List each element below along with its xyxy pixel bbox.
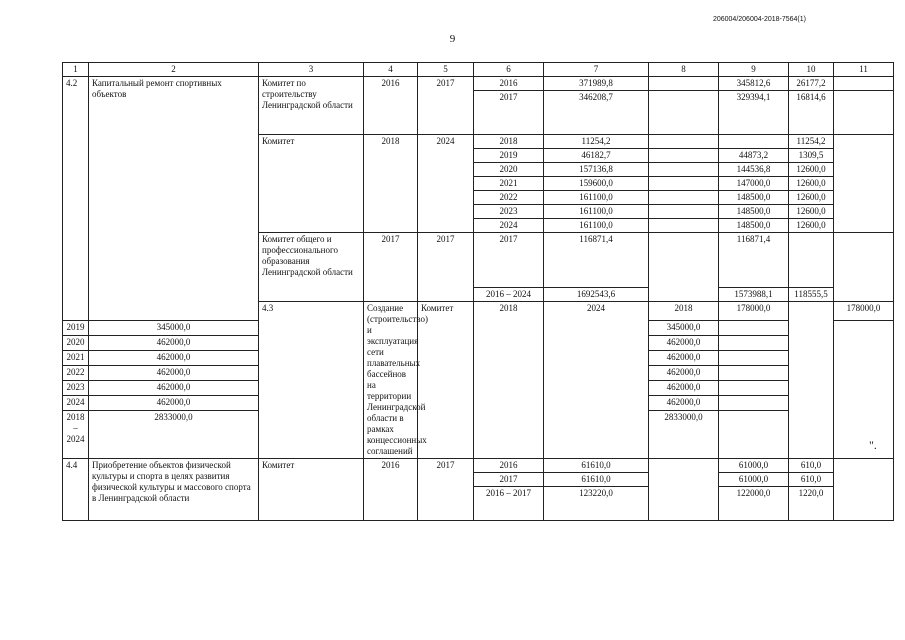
year-cell: 2019 <box>474 149 544 163</box>
total-cell: 161100,0 <box>544 219 649 233</box>
col10-cell: 12600,0 <box>789 177 834 191</box>
start-year: 2018 <box>364 135 418 233</box>
total-cell: 371989,8 <box>544 77 649 91</box>
end-year: 2024 <box>418 135 474 233</box>
col8-cell <box>649 91 719 135</box>
header-cell: 8 <box>649 63 719 77</box>
col8-cell <box>649 163 719 177</box>
header-cell: 9 <box>719 63 789 77</box>
col10-cell: 11254,2 <box>789 135 834 149</box>
total-cell: 462000,0 <box>89 335 259 350</box>
total-cell: 61610,0 <box>544 459 649 473</box>
year-cell: 2021 <box>63 350 89 365</box>
executor: Комитет <box>418 302 474 459</box>
year-cell: 2021 <box>474 177 544 191</box>
col9-cell: 462000,0 <box>649 335 719 350</box>
header-cell: 4 <box>364 63 418 77</box>
year-cell: 2022 <box>63 365 89 380</box>
col10-cell <box>719 350 789 365</box>
col9-cell: 462000,0 <box>649 380 719 395</box>
col9-cell: 148500,0 <box>719 191 789 205</box>
col9-cell: 44873,2 <box>719 149 789 163</box>
total-cell: 2833000,0 <box>89 410 259 458</box>
col8-cell <box>789 302 834 459</box>
col10-cell: 26177,2 <box>789 77 834 91</box>
start-year: 2016 <box>364 459 418 521</box>
year-cell: 2017 <box>474 473 544 487</box>
period-cell: 2016 – 2017 <box>474 487 544 521</box>
item-number: 4.2 <box>63 77 89 321</box>
col10-cell <box>719 365 789 380</box>
year-cell: 2023 <box>63 380 89 395</box>
start-year: 2018 <box>474 302 544 459</box>
year-cell: 2017 <box>474 91 544 135</box>
total-cell: 462000,0 <box>89 380 259 395</box>
year-cell: 2024 <box>63 395 89 410</box>
col9-cell: 2833000,0 <box>649 410 719 458</box>
total-cell: 345000,0 <box>89 320 259 335</box>
year-cell: 2020 <box>63 335 89 350</box>
col9-cell: 462000,0 <box>649 350 719 365</box>
item-name: Капитальный ремонт спортивных объектов <box>89 77 259 321</box>
year-cell: 2024 <box>474 219 544 233</box>
col9-cell <box>719 135 789 149</box>
document-id: 206004/206004-2018-7564(1) <box>712 16 806 23</box>
col10-cell: 610,0 <box>789 473 834 487</box>
total-cell: 346208,7 <box>544 91 649 135</box>
col10-cell <box>719 380 789 395</box>
header-cell: 3 <box>259 63 364 77</box>
col9-cell: 345812,6 <box>719 77 789 91</box>
col9-cell: 148500,0 <box>719 205 789 219</box>
col11-cell <box>834 233 894 302</box>
year-cell: 2018 <box>649 302 719 321</box>
col8-cell <box>649 459 719 521</box>
col9-cell: 462000,0 <box>649 365 719 380</box>
col9-cell: 178000,0 <box>834 302 894 321</box>
end-year: 2017 <box>418 77 474 135</box>
col8-cell <box>649 205 719 219</box>
end-year: 2017 <box>418 233 474 302</box>
item-number: 4.3 <box>259 302 364 459</box>
col9-cell: 122000,0 <box>719 487 789 521</box>
year-cell: 2020 <box>474 163 544 177</box>
header-cell: 1 <box>63 63 89 77</box>
year-cell: 2017 <box>474 233 544 288</box>
col8-cell <box>649 177 719 191</box>
col9-cell: 1573988,1 <box>719 288 789 302</box>
total-cell: 462000,0 <box>89 365 259 380</box>
col10-cell <box>719 410 789 458</box>
col9-cell: 147000,0 <box>719 177 789 191</box>
year-cell: 2016 <box>474 459 544 473</box>
col8-cell <box>649 191 719 205</box>
header-cell: 2 <box>89 63 259 77</box>
header-row <box>63 63 894 77</box>
total-cell: 161100,0 <box>544 191 649 205</box>
end-year: 2024 <box>544 302 649 459</box>
period-cell: 2018 – 2024 <box>63 410 89 458</box>
item-name: Приобретение объектов физической культуры и спорта в целях развития физической культуры и массового спорта в Ленинградской области <box>89 459 259 521</box>
total-cell: 1692543,6 <box>544 288 649 302</box>
col10-cell: 12600,0 <box>789 191 834 205</box>
total-cell: 462000,0 <box>89 395 259 410</box>
header-cell: 6 <box>474 63 544 77</box>
item-name: Создание (строительство) и эксплуатация сети плавательных бассейнов на территории Ленинградской области в рамках концессионных соглашений <box>364 302 418 459</box>
total-cell: 123220,0 <box>544 487 649 521</box>
total-cell: 178000,0 <box>719 302 789 321</box>
executor: Комитет <box>259 135 364 233</box>
col9-cell: 144536,8 <box>719 163 789 177</box>
col9-cell: 462000,0 <box>649 395 719 410</box>
year-cell: 2016 <box>474 77 544 91</box>
col10-cell: 118555,5 <box>789 288 834 302</box>
col10-cell: 12600,0 <box>789 205 834 219</box>
col9-cell: 116871,4 <box>719 233 789 288</box>
col10-cell: 12600,0 <box>789 163 834 177</box>
start-year: 2017 <box>364 233 418 302</box>
col8-cell <box>649 135 719 149</box>
header-cell: 5 <box>418 63 474 77</box>
page-number: 9 <box>449 33 456 45</box>
total-cell: 11254,2 <box>544 135 649 149</box>
year-cell: 2022 <box>474 191 544 205</box>
col10-cell <box>719 395 789 410</box>
end-year: 2017 <box>418 459 474 521</box>
closing-quote: ". <box>869 438 877 452</box>
col8-cell <box>649 233 719 302</box>
table-row <box>63 459 894 473</box>
header-cell: 10 <box>789 63 834 77</box>
col10-cell: 1220,0 <box>789 487 834 521</box>
col10-cell: 12600,0 <box>789 219 834 233</box>
col8-cell <box>649 219 719 233</box>
col9-cell: 345000,0 <box>649 320 719 335</box>
col10-cell <box>789 233 834 288</box>
total-cell: 46182,7 <box>544 149 649 163</box>
total-cell: 159600,0 <box>544 177 649 191</box>
executor: Комитет <box>259 459 364 521</box>
start-year: 2016 <box>364 77 418 135</box>
col9-cell: 61000,0 <box>719 473 789 487</box>
header-cell: 11 <box>834 63 894 77</box>
total-cell: 61610,0 <box>544 473 649 487</box>
total-cell: 116871,4 <box>544 233 649 288</box>
year-cell: 2019 <box>63 320 89 335</box>
year-cell: 2018 <box>474 135 544 149</box>
item-number: 4.4 <box>63 459 89 521</box>
year-cell: 2023 <box>474 205 544 219</box>
col10-cell: 610,0 <box>789 459 834 473</box>
financing-table <box>62 62 894 521</box>
col11-cell <box>834 77 894 91</box>
period-cell: 2016 – 2024 <box>474 288 544 302</box>
col9-cell: 329394,1 <box>719 91 789 135</box>
col8-cell <box>649 77 719 91</box>
col9-cell: 148500,0 <box>719 219 789 233</box>
col9-cell: 61000,0 <box>719 459 789 473</box>
table-row <box>63 77 894 91</box>
col11-cell <box>834 91 894 135</box>
col8-cell <box>649 149 719 163</box>
col10-cell <box>719 320 789 335</box>
header-cell: 7 <box>544 63 649 77</box>
executor: Комитет по строительству Ленинградской области <box>259 77 364 135</box>
total-cell: 157136,8 <box>544 163 649 177</box>
col11-cell <box>834 135 894 233</box>
total-cell: 462000,0 <box>89 350 259 365</box>
col10-cell <box>719 335 789 350</box>
col11-cell <box>834 459 894 521</box>
total-cell: 161100,0 <box>544 205 649 219</box>
col10-cell: 16814,6 <box>789 91 834 135</box>
col10-cell: 1309,5 <box>789 149 834 163</box>
executor: Комитет общего и профессионального образования Ленинградской области <box>259 233 364 302</box>
